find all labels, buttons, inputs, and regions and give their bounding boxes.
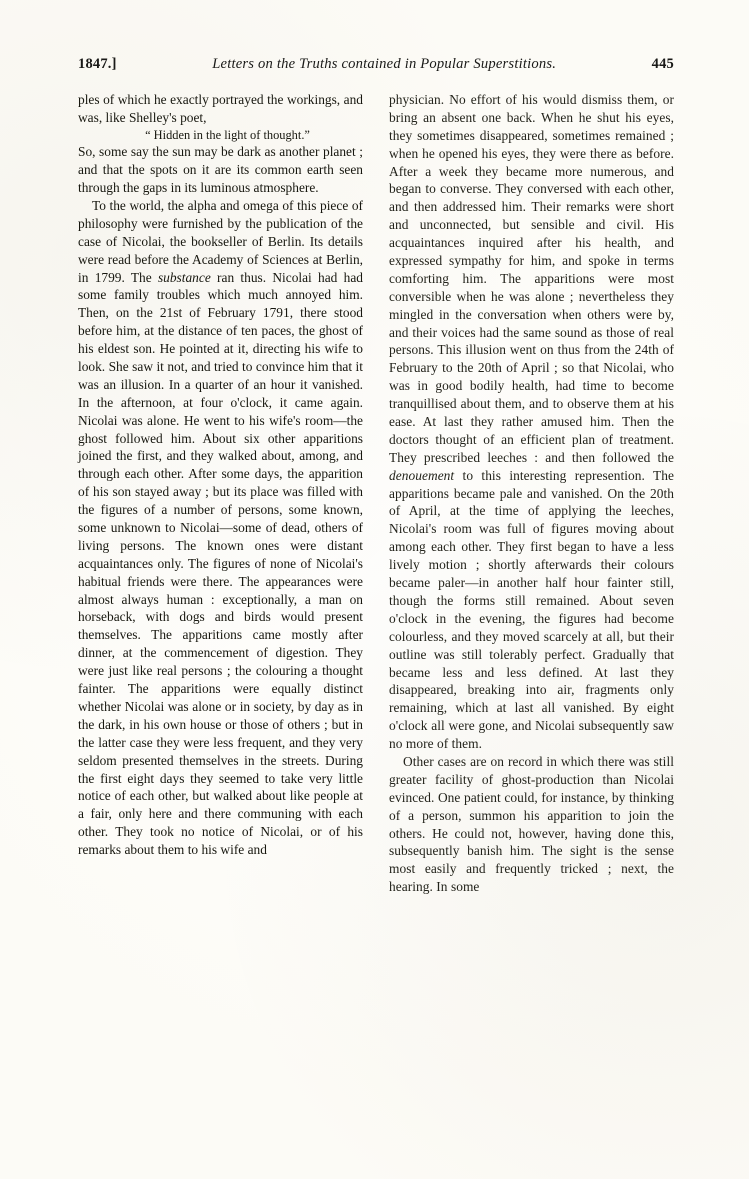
text-columns — [78, 91, 674, 896]
paragraph-catchword: ples of which he exactly portrayed the workings, and was, like Shelley's poet, — [78, 92, 363, 125]
running-head-year: 1847.] — [78, 56, 117, 72]
column-left — [78, 91, 363, 896]
nicolai-substance-italic: substance — [157, 269, 211, 285]
paragraph-other-cases: Other cases are on record in which there was still greater facility of ghost-production than Nicolai evinced. One patient could, for instance, by thinking of a person, summon his apparition to join the others. He could not, however, having done this, subsequently banish him. The sight is the sense most easily and frequently tricked ; next, the hearing. In some — [389, 753, 674, 895]
denouement-italic: denouement — [389, 467, 455, 483]
paragraph-physician — [389, 91, 674, 753]
page-sheet — [78, 56, 674, 1126]
running-head-title: Letters on the Truths contained in Popular Superstitions. — [212, 56, 557, 72]
nicolai-text-part-1: To the world, the alpha and omega of this piece of philosophy were furnished by the publication of the case of Nicolai, the bookseller of Berlin. Its details were read before the Academy of Sciences at Berlin, in 1799. The — [78, 198, 363, 285]
physician-text-head: physician. No effort of his would dismiss them, or bring an absent one back. When he shut his eyes, they sometimes disappeared, sometimes remained ; when he opened his eyes, they were there as before. After a week they became more numerous, and began to converse. They conversed with each other, and then addressed him. Their remarks were short and unconnected, but sensible and civil. His acquaintances inquired after his health, and expressed sympathy for him, and spoke in terms comforting him. The apparitions were most conversible when he was alone ; nevertheless they mingled in the conversation when others were by, and their voices had the same sound as those of real persons. This illusion went on thus from the 24th of February to the 20th of April ; so that Nicolai, who was in good bodily health, had time to become tranquillised about them, and to observe them at his ease. At last they rather amused him. Then the doctors thought of an efficient plan of treatment. They prescribed leeches : and then followed the — [389, 92, 674, 465]
running-head — [78, 56, 674, 75]
paragraph-nicolai-case — [78, 197, 363, 859]
page-number: 445 — [651, 56, 674, 72]
nicolai-text-part-2: ran thus. Nicolai had had some family troubles which much annoyed him. Then, on the 21st of February 1791, there stood before him, at the distance of ten paces, the ghost of his eldest son. He pointed at it, directing his wife to look. She saw it not, and tried to convince him that it was an illusion. In a quarter of an hour it vanished. In the afternoon, at four o'clock, it came again. Nicolai was alone. He went to his wife's room—the ghost followed him. About six other apparitions joined the first, and they walked about, among, and through each other. After some days, the apparition of his son stayed away ; but its place was filled with the figures of a number of persons, some known, some unknown to Nicolai—some of dead, others of living persons. The known ones were distant acquaintances only. The figures of none of Nicolai's habitual friends were there. The appearances were almost always human : exceptionally, a man on horseback, with dogs and birds would present themselves. The apparitions came mostly after dinner, at the commencement of digestion. They were just like real persons ; the colouring a thought fainter. The apparitions were equally distinct whether Nicolai was alone or in society, by day as in the dark, in his own house or those of others ; but in the latter case they were less frequent, and they very seldom presented themselves in the streets. During the first eight days they seemed to take very little notice of each other, but walked about like people at a fair, only here and there communing with each other. They took no notice of Nicolai, or of his remarks about them to his wife and — [78, 269, 363, 858]
column-right — [389, 91, 674, 896]
verse-quotation: “ Hidden in the light of thought.” — [145, 127, 310, 142]
physician-text-tail: to this interesting represention. The apparitions became pale and vanished. On the 20th of April, at the time of applying the leeches, Nicolai's room was full of figures moving about among each other. They first began to have a less lively motion ; shortly afterwards their colours became paler—in another half hour fainter still, though the forms still remained. About seven o'clock in the evening, the figures had become colourless, and they moved scarcely at all, but their outline was still tolerably perfect. Gradually that became less and less defined. At last they disappeared, breaking into air, fragments only remaining, which at last all vanished. By eight o'clock all were gone, and Nicolai subsequently saw no more of them. — [389, 467, 674, 752]
paragraph-sun-dark: So, some say the sun may be dark as another planet ; and that the spots on it are its common earth seen through the gaps in its luminous atmosphere. — [78, 144, 363, 196]
